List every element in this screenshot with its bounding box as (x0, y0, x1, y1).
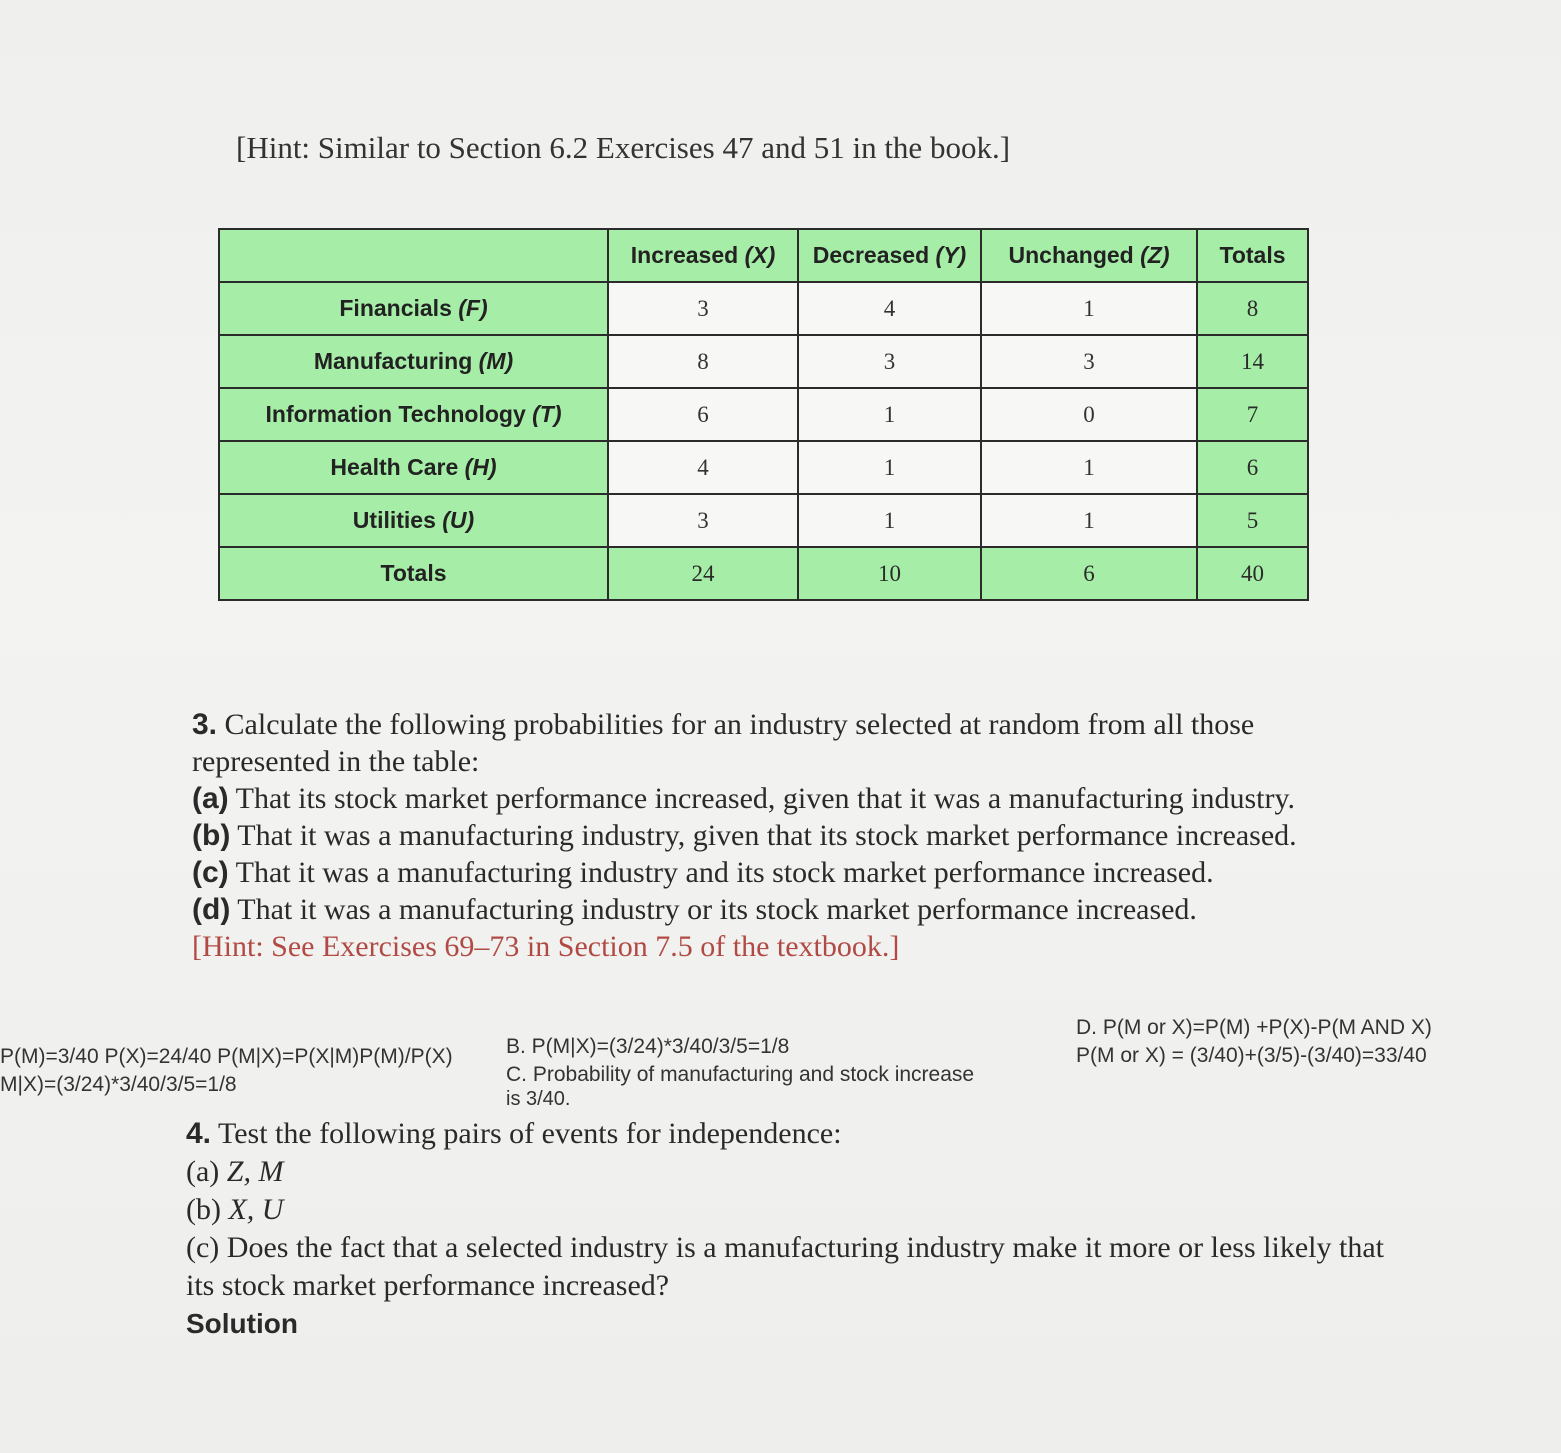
answer-c-line1: C. Probability of manufacturing and stock increase (506, 1063, 975, 1086)
question-3-hint: [Hint: See Exercises 69–73 in Section 7.5 of the textbook.] (192, 930, 900, 963)
table-cell: 4 (798, 282, 981, 335)
table-cell: 3 (608, 282, 798, 335)
question-3-part-b: (b) That it was a manufacturing industry, given that its stock market performance increased. (192, 819, 1297, 852)
row-total-cell: 5 (1197, 494, 1308, 547)
question-4 (186, 1115, 1386, 1343)
answer-c-line2: is 3/40. (506, 1088, 571, 1110)
column-total-cell: 24 (608, 547, 798, 600)
table-cell: 1 (981, 441, 1197, 494)
header-unchanged: Unchanged (Z) (981, 229, 1197, 282)
row-label-manufacturing: Manufacturing (M) (219, 335, 608, 388)
solution-heading: Solution (186, 1308, 298, 1339)
header-increased: Increased (X) (608, 229, 798, 282)
row-total-cell: 14 (1197, 335, 1308, 388)
column-total-cell: 10 (798, 547, 981, 600)
row-label-health-care: Health Care (H) (219, 441, 608, 494)
table-cell: 3 (608, 494, 798, 547)
row-label-totals: Totals (219, 547, 608, 600)
table-cell: 3 (981, 335, 1197, 388)
question-4-part-a: (a) Z, M (186, 1155, 284, 1188)
contingency-table (218, 228, 1309, 601)
table-row (219, 441, 1308, 494)
table-row (219, 335, 1308, 388)
table-cell: 1 (981, 494, 1197, 547)
grand-total-cell: 40 (1197, 547, 1308, 600)
row-label-utilities: Utilities (U) (219, 494, 608, 547)
question-3-part-a: (a) That its stock market performance increased, given that it was a manufacturing industry. (192, 782, 1295, 815)
row-label-financials: Financials (F) (219, 282, 608, 335)
table-cell: 4 (608, 441, 798, 494)
table-row (219, 494, 1308, 547)
question-4-part-b: (b) X, U (186, 1193, 284, 1226)
header-decreased: Decreased (Y) (798, 229, 981, 282)
column-total-cell: 6 (981, 547, 1197, 600)
answer-d-line2: P(M or X) = (3/40)+(3/5)-(3/40)=33/40 (1076, 1044, 1427, 1067)
table-cell: 1 (798, 441, 981, 494)
table-corner-cell (219, 229, 608, 282)
answer-left-line2: M|X)=(3/24)*3/40/3/5=1/8 (0, 1073, 237, 1096)
table-cell: 0 (981, 388, 1197, 441)
table-header-row (219, 229, 1308, 282)
table-cell: 1 (981, 282, 1197, 335)
row-total-cell: 7 (1197, 388, 1308, 441)
row-total-cell: 6 (1197, 441, 1308, 494)
top-hint: [Hint: Similar to Section 6.2 Exercises 47 and 51 in the book.] (236, 130, 1011, 165)
table-cell: 1 (798, 388, 981, 441)
question-3-intro: 3. Calculate the following probabilities for an industry selected at random from all those represented in the table: (192, 708, 1255, 778)
table-cell: 6 (608, 388, 798, 441)
answer-left-line1: P(M)=3/40 P(X)=24/40 P(M|X)=P(X|M)P(M)/P(X) (0, 1045, 453, 1068)
row-label-information-technology: Information Technology (T) (219, 388, 608, 441)
table-cell: 8 (608, 335, 798, 388)
table-row (219, 282, 1308, 335)
question-4-part-c: (c) Does the fact that a selected industry is a manufacturing industry make it more or less likely that its stock market performance increased? (186, 1231, 1384, 1302)
table-totals-row (219, 547, 1308, 600)
header-totals: Totals (1197, 229, 1308, 282)
table-cell: 1 (798, 494, 981, 547)
table-cell: 3 (798, 335, 981, 388)
answer-d-line1: D. P(M or X)=P(M) +P(X)-P(M AND X) (1076, 1016, 1432, 1039)
table-row (219, 388, 1308, 441)
question-3-part-d: (d) That it was a manufacturing industry or its stock market performance increased. (192, 893, 1197, 926)
answer-b: B. P(M|X)=(3/24)*3/40/3/5=1/8 (506, 1035, 790, 1058)
question-3-part-c: (c) That it was a manufacturing industry and its stock market performance increased. (192, 856, 1214, 889)
row-total-cell: 8 (1197, 282, 1308, 335)
question-3 (192, 706, 1342, 965)
question-4-intro: 4. Test the following pairs of events for independence: (186, 1117, 842, 1150)
